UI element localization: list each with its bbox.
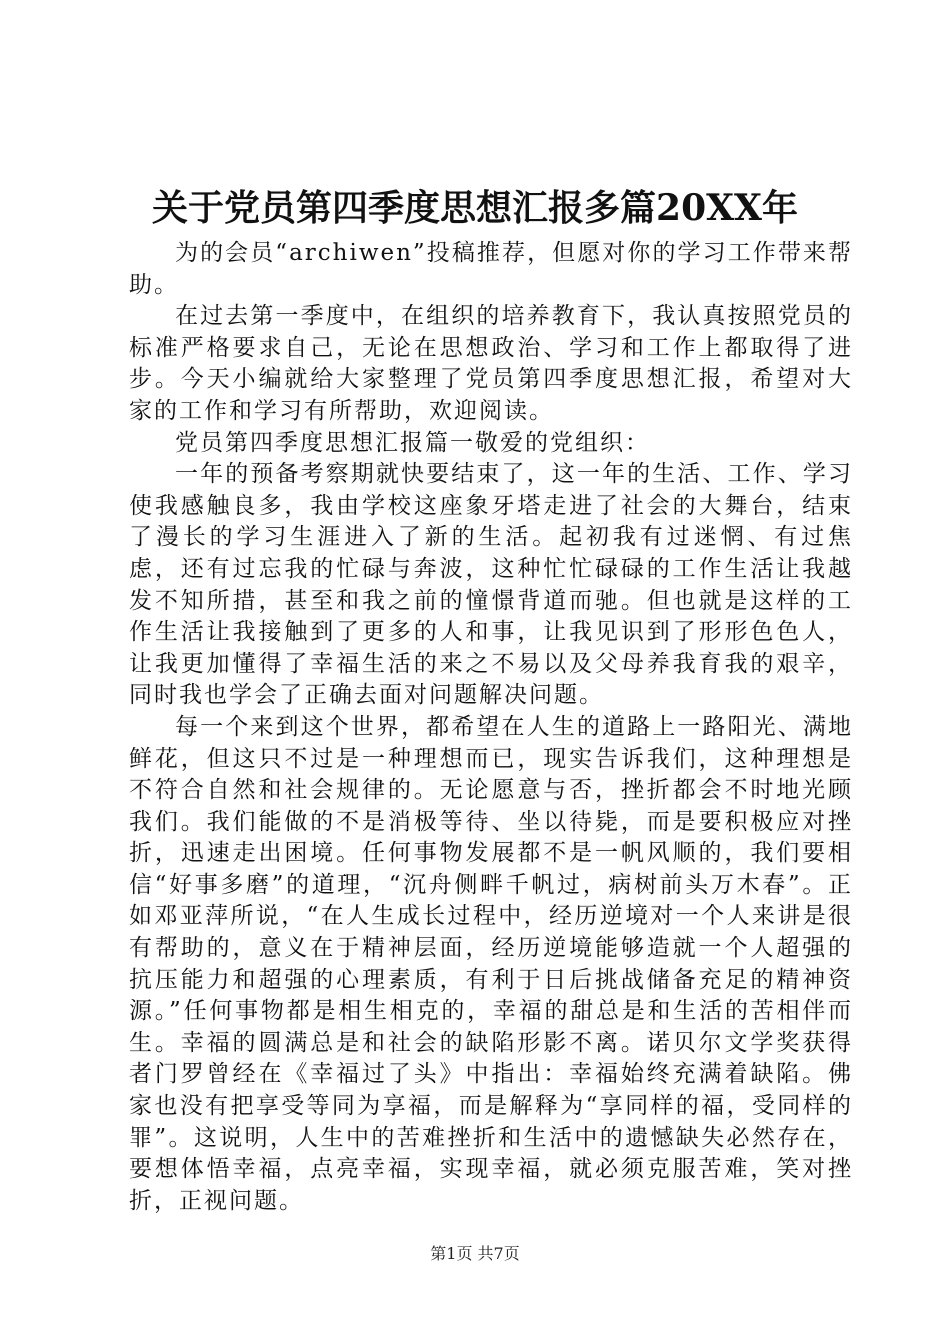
page-number-footer: 第1页 共7页 [430, 1244, 520, 1263]
paragraph-body-2: 每一个来到这个世界，都希望在人生的道路上一路阳光、满地鲜花，但这只不过是一种理想而已，现实告诉我们，这种理想是不符合自然和社会规律的。无论愿意与否，挫折都会不时地光顾我们。我们能做的不是消极等待、坐以待毙，而是要积极应对挫折，迅速走出困境。任何事物发展都不是一帆风顺的，我们要相信“好事多磨”的道理，“沉舟侧畔千帆过，病树前头万木春”。正如邓亚萍所说，“在人生成长过程中，经历逆境对一个人来讲是很有帮助的，意义在于精神层面，经历逆境能够造就一个人超强的抗压能力和超强的心理素质，有利于日后挑战储备充足的精神资源。”任何事物都是相生相克的，幸福的甜总是和生活的苦相伴而生。幸福的圆满总是和社会的缺陷形影不离。诺贝尔文学奖获得者门罗曾经在《幸福过了头》中指出：幸福始终充满着缺陷。佛家也没有把享受等同为享福，而是解释为“享同样的福，受同样的罪”。这说明，人生中的苦难挫折和生活中的遗憾缺失必然存在，要想体悟幸福，点亮幸福，实现幸福，就必须克服苦难，笑对挫折，正视问题。 [129, 713, 853, 1214]
paragraph-salutation: 党员第四季度思想汇报篇一敬爱的党组织： [175, 429, 650, 456]
document-body [129, 238, 853, 1217]
paragraph-body-1: 一年的预备考察期就快要结束了，这一年的生活、工作、学习使我感触良多，我由学校这座象牙塔走进了社会的大舞台，结束了漫长的学习生涯进入了新的生活。起初我有过迷惘、有过焦虑，还有过忘我的忙碌与奔波，这种忙忙碌碌的工作生活让我越发不知所措，甚至和我之前的憧憬背道而驰。但也就是这样的工作生活让我接触到了更多的人和事，让我见识到了形形色色人，让我更加懂得了幸福生活的来之不易以及父母养我育我的艰辛，同时我也学会了正确去面对问题解决问题。 [129, 461, 853, 709]
paragraph-intro: 为的会员“archiwen”投稿推荐，但愿对你的学习工作带来帮助。 [129, 240, 853, 298]
document-title: 关于党员第四季度思想汇报多篇20XX年 [152, 187, 798, 229]
paragraph-summary: 在过去第一季度中，在组织的培养教育下，我认真按照党员的标准严格要求自己，无论在思想政治、学习和工作上都取得了进步。今天小编就给大家整理了党员第四季度思想汇报，希望对大家的工作和学习有所帮助，欢迎阅读。 [129, 303, 853, 424]
